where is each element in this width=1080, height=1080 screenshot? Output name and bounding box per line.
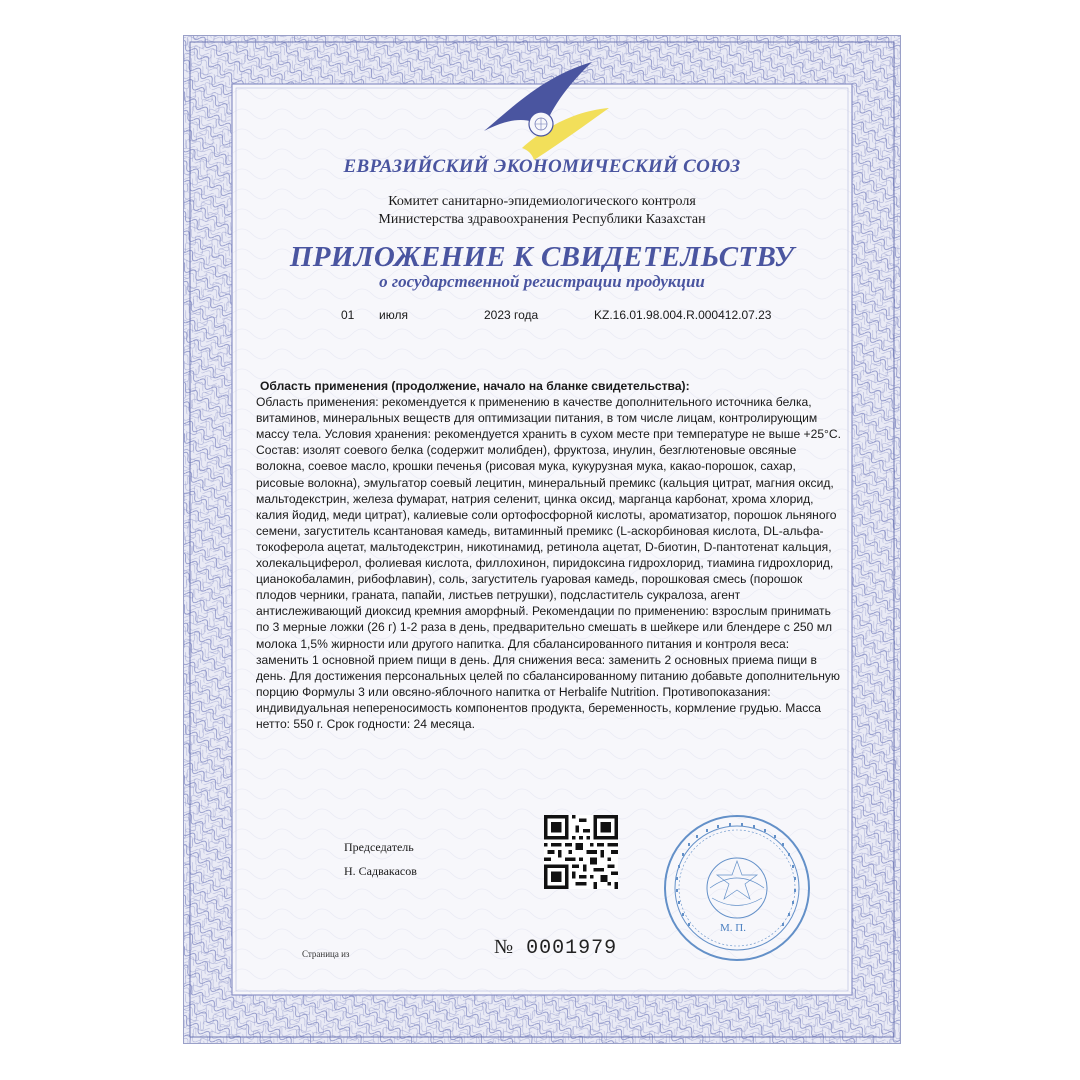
registration-number: KZ.16.01.98.004.R.000412.07.23 [594,308,772,322]
chairman-name: Н. Садвакасов [344,864,417,878]
committee-line-2: Министерства здравоохранения Республики Казахстан [378,212,706,227]
certificate-appendix-sheet [183,35,901,1044]
committee-line-1: Комитет санитарно-эпидемиологического контроля [388,194,696,209]
issue-month: июля [379,308,408,322]
serial-digits: 0001979 [526,937,618,960]
eaeu-emblem-icon [474,56,614,166]
page-indicator: Страница из [302,949,350,959]
document-title: ПРИЛОЖЕНИЕ К СВИДЕТЕЛЬСТВУ [289,241,795,273]
form-serial-number [494,936,617,960]
scope-text: Область применения: рекомендуется к применению в качестве дополнительного источника белка, витаминов, минеральных веществ для оптимизации питания, в том числе лицам, контролирующим массу тела. Условия хранения: рекомендуется хранить в сухом месте при температуре не выше +25°С. Состав: изолят соевого белка (содержит молибден), фруктоза, инулин, безглютеновые овсяные волокна, соевое масло, крошки печенья (рисовая мука, кукурузная мука, какао-порошок, сахар, рисовые волокна), эмульгатор соевый лецитин, минеральный премикс (кальция цитрат, магния оксид, мальтодекстрин, железа фумарат, натрия селенит, цинка оксид, марганца карбонат, хрома хлорид, калия йодид, меди цитрат), калиевые соли ортофосфорной кислоты, ароматизатор, порошок льняного семени, загуститель ксантановая камедь, витаминный премикс (L-аскорбиновая кислота, DL-альфа-токоферола ацетат, мальтодекстрин, никотинамид, ретинола ацетат, D-биотин, D-пантотенат кальция, холекальциферол, фолиевая кислота, филлохинон, пиридоксина гидрохлорид, тиамина гидрохлорид, цианокобаламин, рибофлавин), соль, загуститель гуаровая камедь, порошковая смесь (порошок плодов черники, граната, папайи, листьев петрушки), подсластитель сукралоза, агент антислеживающий диоксид кремния аморфный. Рекомендации по применению: взрослым принимать по 3 мерные ложки (26 г) 1-2 раза в день, предварительно смешать в шейкере или блендере с 250 мл молока 1,5% жирности или другого напитка. Для сбалансированного питания и контроля веса: заменить 1 основной прием пищи в день. Для снижения веса: заменить 2 основных приема пищи в день. Для достижения персональных целей по сбалансированному питанию добавьте дополнительную порцию Формулы 3 или овсяно-яблочного напитка от Herbalife Nutrition. Противопоказания: индивидуальная непереносимость компонентов продукта, беременность, кормление грудью. Масса нетто: 550 г. Срок годности: 24 месяца. [256,395,841,731]
issue-year: 2023 года [484,308,539,322]
issuing-committee [184,193,900,229]
seal-placeholder-label: М. П. [720,922,746,934]
official-seal-icon [662,813,812,963]
scope-heading: Область применения (продолжение, начало на бланке свидетельства): [260,379,690,393]
chairman-title: Председатель [344,840,414,854]
scope-section [256,378,841,732]
union-name: ЕВРАЗИЙСКИЙ ЭКОНОМИЧЕСКИЙ СОЮЗ [343,156,741,177]
qr-code-icon [544,815,618,889]
issue-day: 01 [341,308,355,322]
document-subtitle: о государственной регистрации продукции [379,272,705,291]
number-sign: № [494,936,515,958]
